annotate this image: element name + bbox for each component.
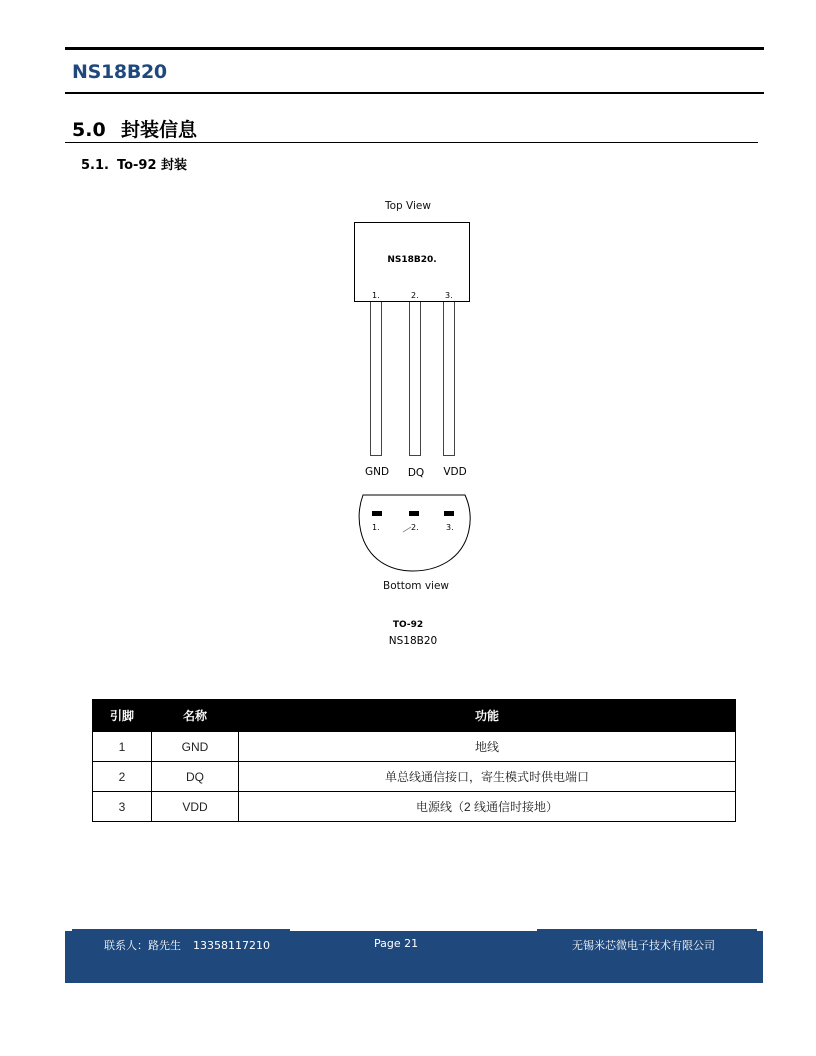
header-name: 名称 [152, 700, 239, 732]
chip-marking: NS18B20. [387, 255, 437, 265]
section-title: 封装信息 [121, 119, 198, 141]
cell-function: 地线 [239, 732, 736, 762]
pin-lead-3 [443, 302, 455, 456]
footer-accent-left [72, 929, 290, 931]
package-part-name: NS18B20 [388, 635, 438, 647]
footer-accent-right [537, 929, 757, 931]
pin-lead-2 [409, 302, 421, 456]
table-row [93, 732, 736, 762]
footer-company: 无锡米芯微电子技术有限公司 [572, 939, 715, 952]
pin-number-1: 1. [372, 291, 380, 300]
bottom-pin-number-1: 1. [372, 523, 380, 532]
pin-name-vdd: VDD [443, 466, 467, 478]
section-heading [72, 115, 197, 142]
top-view-label: Top View [385, 200, 431, 212]
footer-page-number: Page 21 [374, 937, 419, 950]
bottom-pin-number-2: 2. [411, 523, 419, 532]
bottom-view-label: Bottom view [382, 580, 450, 592]
pin-number-3: 3. [445, 291, 453, 300]
cell-function: 电源线（2 线通信时接地） [239, 792, 736, 822]
cell-function: 单总线通信接口，寄生模式时供电端口 [239, 762, 736, 792]
table-row [93, 762, 736, 792]
subsection-number: 5.1. [81, 158, 109, 173]
footer-contact-phone: 13358117210 [193, 939, 270, 952]
header-rule-bottom [65, 92, 764, 94]
cell-name: DQ [152, 762, 239, 792]
section-number: 5.0 [72, 119, 106, 141]
cell-name: VDD [152, 792, 239, 822]
package-bottom-outline [355, 492, 475, 572]
cell-name: GND [152, 732, 239, 762]
table-header-row [93, 700, 736, 732]
header-rule-top [65, 47, 764, 50]
cell-pin: 3 [93, 792, 152, 822]
subsection-heading [81, 154, 187, 173]
section-rule [65, 142, 758, 143]
header-pin: 引脚 [93, 700, 152, 732]
header-function: 功能 [239, 700, 736, 732]
footer-contact [104, 937, 270, 953]
cell-pin: 2 [93, 762, 152, 792]
bottom-pin-number-3: 3. [446, 523, 454, 532]
pin-number-2: 2. [411, 291, 419, 300]
pin-table [92, 699, 736, 822]
pin-name-dq: DQ [407, 467, 425, 479]
cell-pin: 1 [93, 732, 152, 762]
pin-name-gnd: GND [364, 466, 390, 478]
document-title: NS18B20 [72, 61, 167, 83]
table-row [93, 792, 736, 822]
pin-lead-1 [370, 302, 382, 456]
subsection-title: To-92 封装 [116, 158, 188, 173]
package-name: TO-92 [392, 620, 424, 630]
footer-contact-label: 联系人：路先生 [104, 939, 181, 952]
